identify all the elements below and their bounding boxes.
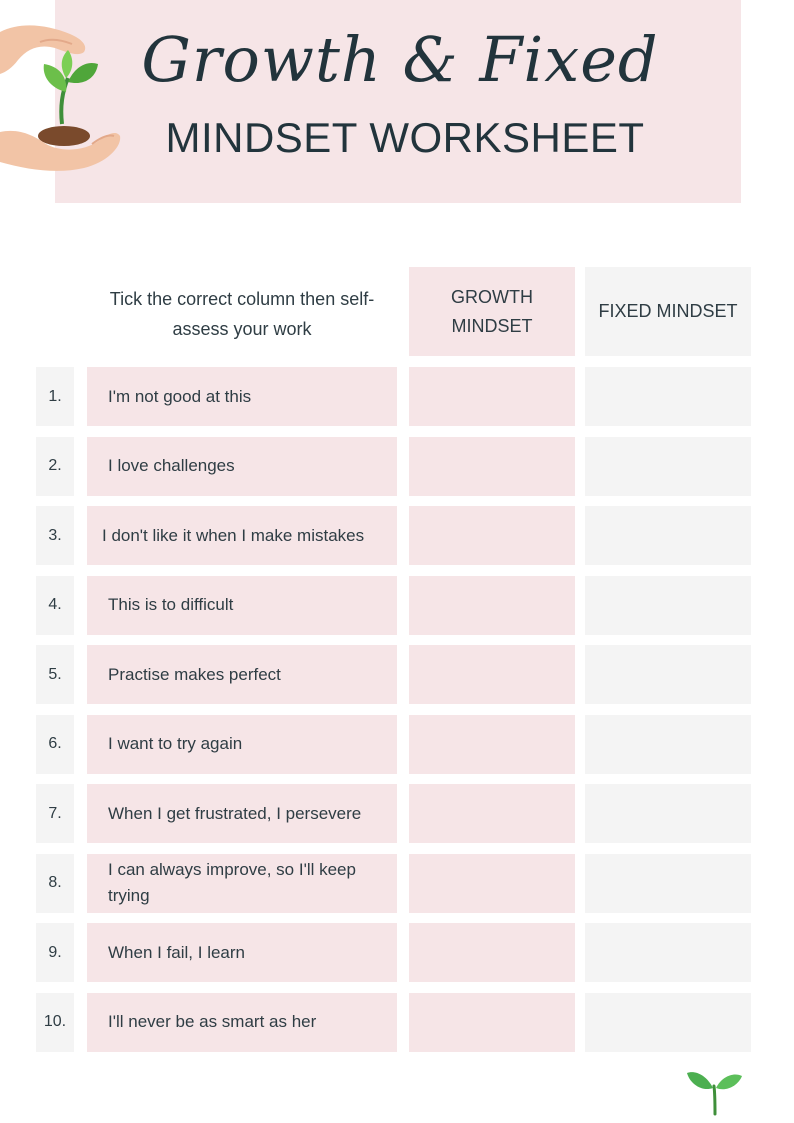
row-number: 9.: [36, 923, 74, 982]
growth-tick-box[interactable]: [409, 854, 575, 913]
statement: I'll never be as smart as her: [87, 993, 397, 1052]
sprout-icon: [684, 1064, 746, 1116]
row-number: 3.: [36, 506, 74, 565]
statement-rows: [0, 367, 794, 1062]
table-row: [0, 715, 794, 774]
statement: When I fail, I learn: [87, 923, 397, 982]
hands-holding-seedling-icon: [0, 12, 130, 172]
fixed-tick-box[interactable]: [585, 645, 751, 704]
row-number: 8.: [36, 854, 74, 913]
script-title: Growth & Fixed: [141, 23, 659, 96]
statement: Practise makes perfect: [87, 645, 397, 704]
table-row: [0, 923, 794, 982]
row-number: 2.: [36, 437, 74, 496]
growth-tick-box[interactable]: [409, 576, 575, 635]
instruction-text: Tick the correct column then self-assess your work: [109, 289, 375, 339]
table-row: [0, 506, 794, 565]
growth-tick-box[interactable]: [409, 784, 575, 843]
row-number: 7.: [36, 784, 74, 843]
table-row: [0, 854, 794, 913]
fixed-tick-box[interactable]: [585, 993, 751, 1052]
table-row: [0, 437, 794, 496]
statement: When I get frustrated, I persevere: [87, 784, 397, 843]
statement: I want to try again: [87, 715, 397, 774]
growth-mindset-header: GROWTH MINDSET: [409, 267, 575, 356]
growth-tick-box[interactable]: [409, 437, 575, 496]
growth-tick-box[interactable]: [409, 645, 575, 704]
row-number: 10.: [36, 993, 74, 1052]
growth-tick-box[interactable]: [409, 367, 575, 426]
fixed-tick-box[interactable]: [585, 437, 751, 496]
table-row: [0, 645, 794, 704]
fixed-tick-box[interactable]: [585, 923, 751, 982]
fixed-tick-box[interactable]: [585, 784, 751, 843]
fixed-tick-box[interactable]: [585, 715, 751, 774]
fixed-tick-box[interactable]: [585, 854, 751, 913]
fixed-tick-box[interactable]: [585, 576, 751, 635]
statement: I love challenges: [87, 437, 397, 496]
table-row: [0, 784, 794, 843]
growth-tick-box[interactable]: [409, 506, 575, 565]
row-number: 4.: [36, 576, 74, 635]
statement: I don't like it when I make mistakes: [87, 506, 397, 565]
table-row: [0, 576, 794, 635]
table-row: [0, 993, 794, 1052]
table-row: [0, 367, 794, 426]
fixed-mindset-header: FIXED MINDSET: [585, 267, 751, 356]
growth-tick-box[interactable]: [409, 715, 575, 774]
row-number: 1.: [36, 367, 74, 426]
growth-tick-box[interactable]: [409, 993, 575, 1052]
fixed-tick-box[interactable]: [585, 506, 751, 565]
page-title: MINDSET WORKSHEET: [165, 114, 645, 161]
row-number: 5.: [36, 645, 74, 704]
statement: This is to difficult: [87, 576, 397, 635]
row-number: 6.: [36, 715, 74, 774]
statement: I can always improve, so I'll keep trying: [87, 854, 397, 913]
fixed-tick-box[interactable]: [585, 367, 751, 426]
growth-tick-box[interactable]: [409, 923, 575, 982]
statement: I'm not good at this: [87, 367, 397, 426]
